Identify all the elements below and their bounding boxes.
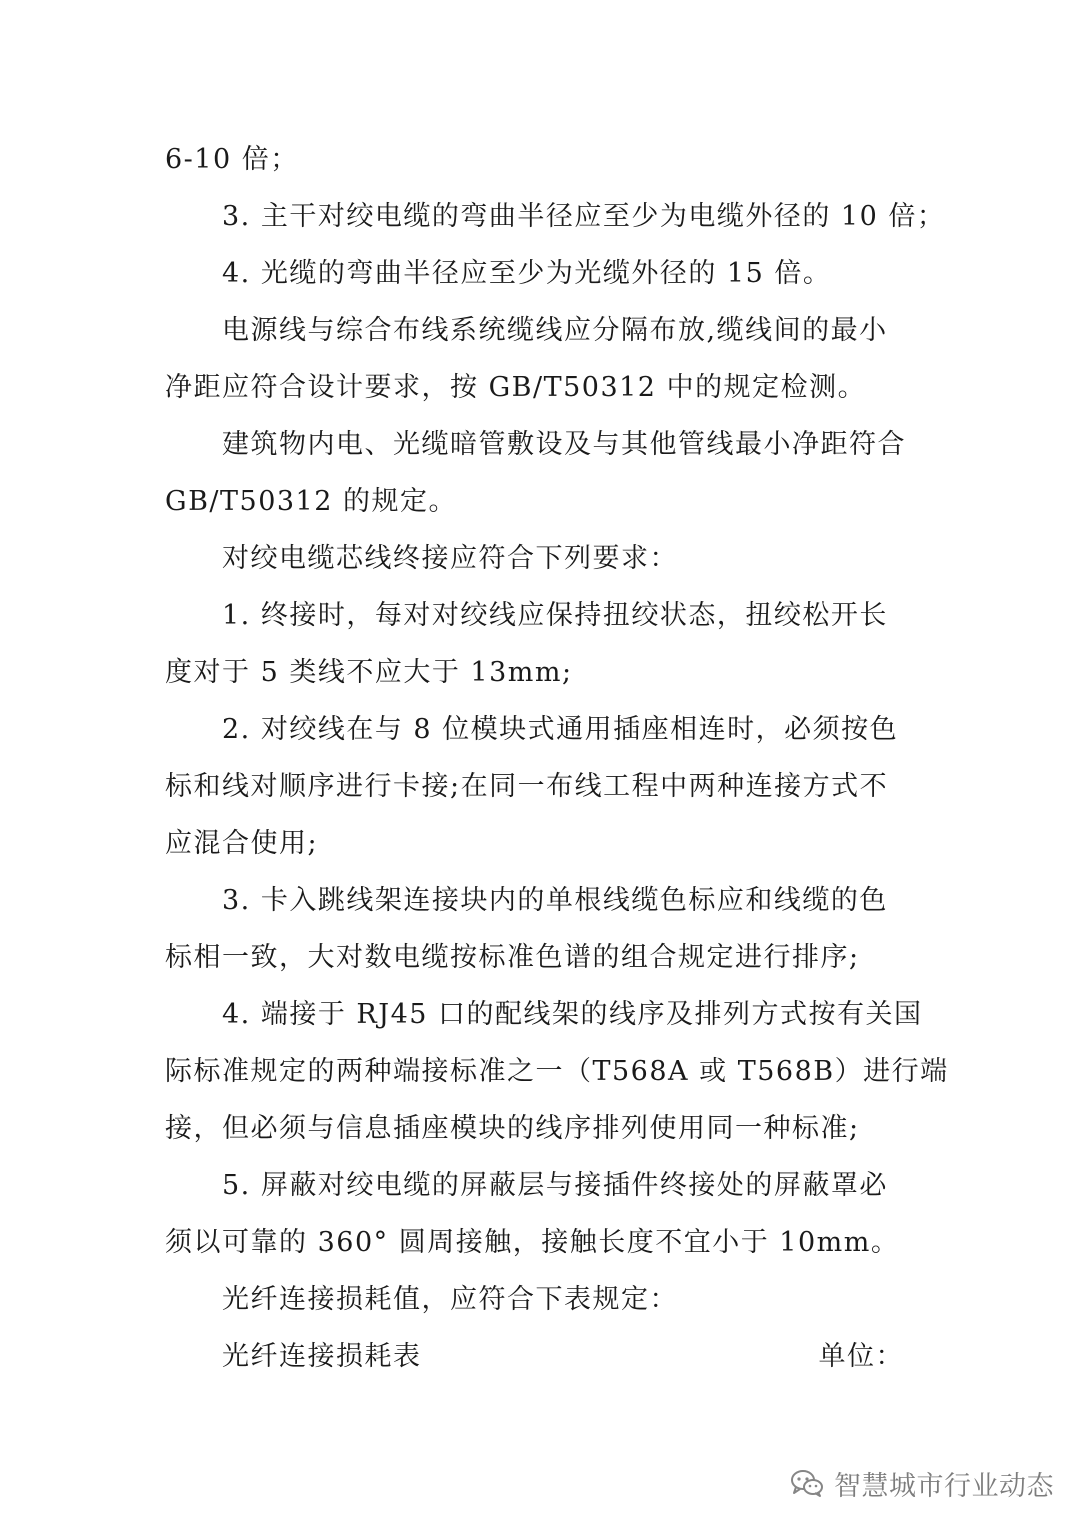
text-line: 5. 屏蔽对绞电缆的屏蔽层与接插件终接处的屏蔽罩必 <box>222 1170 888 1201</box>
text-line: 1. 终接时，每对对绞线应保持扭绞状态，扭绞松开长 <box>222 600 888 631</box>
text-line: 标和线对顺序进行卡接;在同一布线工程中两种连接方式不 <box>165 771 889 802</box>
table-caption: 光纤连接损耗表 <box>222 1341 422 1372</box>
text-line: 须以可靠的 360° 圆周接触，接触长度不宜小于 10mm。 <box>165 1227 900 1258</box>
text-line: 建筑物内电、光缆暗管敷设及与其他管线最小净距符合 <box>222 429 906 460</box>
text-line: 光纤连接损耗值，应符合下表规定： <box>222 1284 678 1315</box>
text-line: 净距应符合设计要求，按 GB/T50312 中的规定检测。 <box>165 372 867 403</box>
text-line: 对绞电缆芯线终接应符合下列要求： <box>222 543 678 574</box>
text-line: 标相一致，大对数电缆按标准色谱的组合规定进行排序; <box>165 942 860 973</box>
text-line: 电源线与综合布线系统缆线应分隔布放,缆线间的最小 <box>222 315 888 346</box>
text-line: 6-10 倍； <box>165 144 299 175</box>
text-line: 4. 端接于 RJ45 口的配线架的线序及排列方式按有关国 <box>222 999 923 1030</box>
text-line: 3. 主干对绞电缆的弯曲半径应至少为电缆外径的 10 倍； <box>222 201 946 232</box>
text-line: 际标准规定的两种端接标准之一（T568A 或 T568B）进行端 <box>165 1056 949 1087</box>
text-line: 接，但必须与信息插座模块的线序排列使用同一种标准; <box>165 1113 860 1144</box>
text-line: 度对于 5 类线不应大于 13mm; <box>165 657 573 688</box>
watermark-text: 智慧城市行业动态 <box>834 1470 1054 1502</box>
text-line: 应混合使用; <box>165 828 319 859</box>
wechat-icon <box>790 1468 824 1498</box>
text-line: 2. 对绞线在与 8 位模块式通用插座相连时，必须按色 <box>222 714 899 745</box>
table-caption-row <box>222 1337 912 1377</box>
table-unit-label: 单位： <box>818 1341 904 1372</box>
text-line: 4. 光缆的弯曲半径应至少为光缆外径的 15 倍。 <box>222 258 832 289</box>
watermark <box>790 1463 1054 1503</box>
text-line: GB/T50312 的规定。 <box>165 486 457 517</box>
text-line: 3. 卡入跳线架连接块内的单根线缆色标应和线缆的色 <box>222 885 888 916</box>
